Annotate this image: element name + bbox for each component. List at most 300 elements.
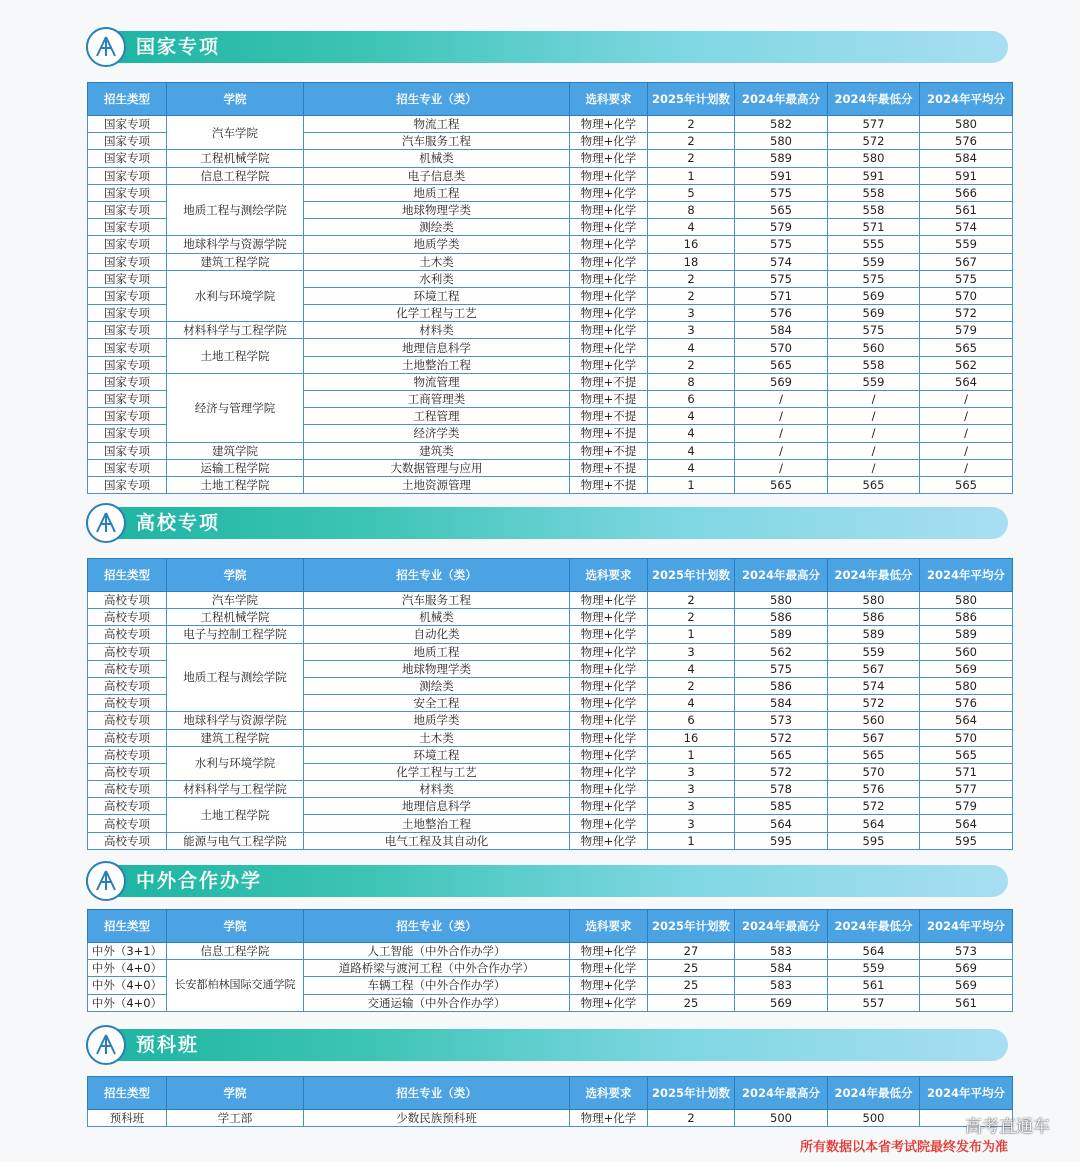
cell-major: 机械类 <box>304 609 570 626</box>
cell-plan: 2 <box>648 677 735 694</box>
cell-min: 559 <box>828 253 920 270</box>
cell-major: 电子信息类 <box>304 167 570 184</box>
cell-type: 高校专项 <box>88 626 167 643</box>
cell-plan: 2 <box>648 609 735 626</box>
cell-min: 569 <box>828 287 920 304</box>
cell-subject: 物理+化学 <box>570 184 648 201</box>
cell-college: 建筑工程学院 <box>167 253 304 270</box>
cell-avg: 570 <box>920 287 1013 304</box>
cell-max: 576 <box>735 305 828 322</box>
header-min: 2024年最低分 <box>828 559 920 592</box>
university-logo-icon <box>86 503 126 543</box>
cell-avg: / <box>920 442 1013 459</box>
cell-college: 信息工程学院 <box>167 943 304 960</box>
table-row <box>88 459 1013 476</box>
cell-major: 地质工程 <box>304 643 570 660</box>
table-row <box>88 184 1013 201</box>
cell-subject: 物理+化学 <box>570 150 648 167</box>
cell-min: 576 <box>828 781 920 798</box>
cell-plan: 27 <box>648 943 735 960</box>
cell-min: / <box>828 459 920 476</box>
header-type: 招生类型 <box>88 1077 167 1110</box>
cell-subject: 物理+化学 <box>570 253 648 270</box>
table-row <box>88 592 1013 609</box>
table-row <box>88 442 1013 459</box>
cell-plan: 3 <box>648 763 735 780</box>
cell-plan: 4 <box>648 459 735 476</box>
cell-avg: 580 <box>920 116 1013 133</box>
cell-college: 土地工程学院 <box>167 476 304 493</box>
cell-min: 580 <box>828 592 920 609</box>
cell-min: 558 <box>828 184 920 201</box>
cell-min: 559 <box>828 960 920 977</box>
cell-major: 工商管理类 <box>304 391 570 408</box>
cell-type: 国家专项 <box>88 425 167 442</box>
cell-avg: 574 <box>920 219 1013 236</box>
table-row <box>88 476 1013 493</box>
watermark-text: 高考直通车 <box>965 1117 1050 1137</box>
cell-plan: 1 <box>648 832 735 849</box>
cell-avg: 572 <box>920 305 1013 322</box>
header-type: 招生类型 <box>88 83 167 116</box>
cell-avg: / <box>920 391 1013 408</box>
cell-min: 557 <box>828 994 920 1011</box>
cell-type: 高校专项 <box>88 763 167 780</box>
cell-college: 信息工程学院 <box>167 167 304 184</box>
cell-avg: 559 <box>920 236 1013 253</box>
cell-major: 测绘类 <box>304 677 570 694</box>
cell-plan: 2 <box>648 287 735 304</box>
cell-max: 584 <box>735 960 828 977</box>
cell-min: 558 <box>828 201 920 218</box>
cell-type: 国家专项 <box>88 459 167 476</box>
table-preparatory <box>87 1076 1013 1127</box>
cell-avg: 564 <box>920 815 1013 832</box>
cell-plan: 25 <box>648 960 735 977</box>
cell-avg: 595 <box>920 832 1013 849</box>
section-bar-college <box>86 507 1008 539</box>
cell-type: 国家专项 <box>88 219 167 236</box>
cell-min: 572 <box>828 133 920 150</box>
cell-avg: 575 <box>920 270 1013 287</box>
cell-plan: 16 <box>648 236 735 253</box>
cell-college: 汽车学院 <box>167 592 304 609</box>
cell-type: 高校专项 <box>88 781 167 798</box>
cell-college: 水利与环境学院 <box>167 270 304 322</box>
cell-max: / <box>735 391 828 408</box>
cell-major: 环境工程 <box>304 746 570 763</box>
cell-plan: 2 <box>648 270 735 287</box>
cell-subject: 物理+不提 <box>570 373 648 390</box>
cell-max: 500 <box>735 1110 828 1127</box>
cell-max: 574 <box>735 253 828 270</box>
cell-type: 国家专项 <box>88 133 167 150</box>
cell-max: / <box>735 442 828 459</box>
cell-college: 地质工程与测绘学院 <box>167 184 304 236</box>
cell-college: 建筑工程学院 <box>167 729 304 746</box>
header-max: 2024年最高分 <box>735 1077 828 1110</box>
cell-subject: 物理+不提 <box>570 459 648 476</box>
cell-type: 国家专项 <box>88 253 167 270</box>
cell-major: 交通运输（中外合作办学） <box>304 994 570 1011</box>
cell-type: 高校专项 <box>88 832 167 849</box>
cell-avg: 565 <box>920 476 1013 493</box>
table-row <box>88 322 1013 339</box>
cell-subject: 物理+化学 <box>570 322 648 339</box>
cell-avg: / <box>920 425 1013 442</box>
cell-major: 地质学类 <box>304 236 570 253</box>
cell-max: 565 <box>735 201 828 218</box>
cell-plan: 4 <box>648 442 735 459</box>
cell-subject: 物理+化学 <box>570 356 648 373</box>
cell-college: 长安都柏林国际交通学院 <box>167 960 304 1012</box>
cell-subject: 物理+化学 <box>570 763 648 780</box>
footnote: 所有数据以本省考试院最终发布为准 <box>799 1140 1008 1155</box>
cell-type: 中外（4+0） <box>88 994 167 1011</box>
cell-plan: 2 <box>648 356 735 373</box>
header-plan: 2025年计划数 <box>648 83 735 116</box>
cell-min: 572 <box>828 695 920 712</box>
cell-avg: / <box>920 459 1013 476</box>
cell-avg: 565 <box>920 746 1013 763</box>
cell-plan: 18 <box>648 253 735 270</box>
cell-subject: 物理+化学 <box>570 339 648 356</box>
cell-plan: 3 <box>648 815 735 832</box>
cell-min: 567 <box>828 729 920 746</box>
section-title: 国家专项 <box>136 36 221 58</box>
cell-plan: 1 <box>648 746 735 763</box>
table-row <box>88 270 1013 287</box>
cell-subject: 物理+化学 <box>570 712 648 729</box>
cell-avg: 569 <box>920 960 1013 977</box>
cell-plan: 3 <box>648 643 735 660</box>
header-avg: 2024年平均分 <box>920 83 1013 116</box>
cell-min: 586 <box>828 609 920 626</box>
cell-avg: 573 <box>920 943 1013 960</box>
table-row <box>88 781 1013 798</box>
table-college <box>87 558 1013 850</box>
header-plan: 2025年计划数 <box>648 1077 735 1110</box>
cell-max: 586 <box>735 609 828 626</box>
cell-max: 591 <box>735 167 828 184</box>
cell-type: 国家专项 <box>88 339 167 356</box>
cell-min: 574 <box>828 677 920 694</box>
cell-min: / <box>828 391 920 408</box>
header-type: 招生类型 <box>88 559 167 592</box>
cell-type: 高校专项 <box>88 746 167 763</box>
cell-avg: 571 <box>920 763 1013 780</box>
cell-college: 材料科学与工程学院 <box>167 322 304 339</box>
cell-plan: 3 <box>648 798 735 815</box>
cell-max: 580 <box>735 133 828 150</box>
university-logo-icon <box>86 1025 126 1065</box>
cell-max: 583 <box>735 943 828 960</box>
section-title: 预科班 <box>136 1034 200 1056</box>
cell-min: 558 <box>828 356 920 373</box>
cell-max: 589 <box>735 150 828 167</box>
cell-subject: 物理+化学 <box>570 626 648 643</box>
cell-major: 地质工程 <box>304 184 570 201</box>
cell-min: / <box>828 408 920 425</box>
cell-max: 570 <box>735 339 828 356</box>
cell-type: 国家专项 <box>88 442 167 459</box>
header-college: 学院 <box>167 83 304 116</box>
cell-avg: 566 <box>920 184 1013 201</box>
cell-major: 土地资源管理 <box>304 476 570 493</box>
header-subject: 选科要求 <box>570 83 648 116</box>
cell-min: 565 <box>828 746 920 763</box>
cell-max: 562 <box>735 643 828 660</box>
header-max: 2024年最高分 <box>735 83 828 116</box>
cell-subject: 物理+化学 <box>570 729 648 746</box>
cell-plan: 4 <box>648 408 735 425</box>
cell-type: 国家专项 <box>88 184 167 201</box>
header-major: 招生专业（类） <box>304 910 570 943</box>
header-college: 学院 <box>167 1077 304 1110</box>
cell-major: 大数据管理与应用 <box>304 459 570 476</box>
header-max: 2024年最高分 <box>735 910 828 943</box>
cell-subject: 物理+化学 <box>570 994 648 1011</box>
cell-major: 安全工程 <box>304 695 570 712</box>
cell-major: 汽车服务工程 <box>304 133 570 150</box>
cell-max: 575 <box>735 660 828 677</box>
cell-type: 预科班 <box>88 1110 167 1127</box>
table-row <box>88 236 1013 253</box>
cell-avg: 560 <box>920 643 1013 660</box>
cell-type: 国家专项 <box>88 391 167 408</box>
cell-subject: 物理+化学 <box>570 592 648 609</box>
cell-max: 572 <box>735 763 828 780</box>
cell-plan: 1 <box>648 167 735 184</box>
cell-avg: 565 <box>920 339 1013 356</box>
section-title: 中外合作办学 <box>136 870 263 892</box>
cell-major: 土地整治工程 <box>304 815 570 832</box>
cell-avg: 576 <box>920 695 1013 712</box>
table-row <box>88 712 1013 729</box>
cell-avg: 564 <box>920 373 1013 390</box>
cell-plan: 4 <box>648 339 735 356</box>
cell-college: 工程机械学院 <box>167 609 304 626</box>
header-max: 2024年最高分 <box>735 559 828 592</box>
cell-max: 584 <box>735 322 828 339</box>
cell-max: 578 <box>735 781 828 798</box>
cell-college: 工程机械学院 <box>167 150 304 167</box>
cell-plan: 4 <box>648 660 735 677</box>
table-row <box>88 1110 1013 1127</box>
cell-type: 高校专项 <box>88 815 167 832</box>
header-min: 2024年最低分 <box>828 83 920 116</box>
cell-type: 高校专项 <box>88 592 167 609</box>
cell-min: 555 <box>828 236 920 253</box>
cell-min: 560 <box>828 339 920 356</box>
cell-max: 569 <box>735 994 828 1011</box>
cell-college: 建筑学院 <box>167 442 304 459</box>
header-major: 招生专业（类） <box>304 559 570 592</box>
cell-type: 国家专项 <box>88 322 167 339</box>
cell-max: 589 <box>735 626 828 643</box>
cell-avg: 567 <box>920 253 1013 270</box>
cell-major: 车辆工程（中外合作办学） <box>304 977 570 994</box>
section-bar-preparatory <box>86 1029 1008 1061</box>
cell-major: 自动化类 <box>304 626 570 643</box>
table-row <box>88 150 1013 167</box>
table-row <box>88 116 1013 133</box>
cell-subject: 物理+化学 <box>570 781 648 798</box>
cell-plan: 25 <box>648 977 735 994</box>
cell-min: 575 <box>828 270 920 287</box>
cell-max: 582 <box>735 116 828 133</box>
cell-type: 国家专项 <box>88 116 167 133</box>
cell-type: 国家专项 <box>88 476 167 493</box>
cell-max: / <box>735 459 828 476</box>
table-row <box>88 626 1013 643</box>
cell-subject: 物理+化学 <box>570 305 648 322</box>
cell-college: 材料科学与工程学院 <box>167 781 304 798</box>
cell-major: 道路桥梁与渡河工程（中外合作办学） <box>304 960 570 977</box>
cell-min: 589 <box>828 626 920 643</box>
cell-major: 化学工程与工艺 <box>304 305 570 322</box>
cell-plan: 4 <box>648 425 735 442</box>
cell-plan: 3 <box>648 322 735 339</box>
cell-college: 水利与环境学院 <box>167 746 304 780</box>
cell-type: 中外（4+0） <box>88 977 167 994</box>
cell-major: 机械类 <box>304 150 570 167</box>
cell-plan: 4 <box>648 219 735 236</box>
cell-subject: 物理+化学 <box>570 943 648 960</box>
header-subject: 选科要求 <box>570 1077 648 1110</box>
cell-plan: 2 <box>648 1110 735 1127</box>
cell-major: 物流工程 <box>304 116 570 133</box>
cell-subject: 物理+化学 <box>570 746 648 763</box>
cell-min: 559 <box>828 373 920 390</box>
cell-min: 560 <box>828 712 920 729</box>
cell-major: 水利类 <box>304 270 570 287</box>
cell-avg: 589 <box>920 626 1013 643</box>
cell-plan: 6 <box>648 391 735 408</box>
cell-major: 土木类 <box>304 729 570 746</box>
cell-max: 569 <box>735 373 828 390</box>
cell-plan: 2 <box>648 150 735 167</box>
cell-max: 580 <box>735 592 828 609</box>
cell-max: 573 <box>735 712 828 729</box>
cell-major: 物流管理 <box>304 373 570 390</box>
cell-major: 建筑类 <box>304 442 570 459</box>
cell-type: 国家专项 <box>88 236 167 253</box>
cell-subject: 物理+化学 <box>570 695 648 712</box>
cell-major: 材料类 <box>304 781 570 798</box>
header-major: 招生专业（类） <box>304 83 570 116</box>
cell-subject: 物理+化学 <box>570 832 648 849</box>
cell-max: 575 <box>735 184 828 201</box>
cell-subject: 物理+不提 <box>570 425 648 442</box>
cell-avg: 564 <box>920 712 1013 729</box>
cell-subject: 物理+化学 <box>570 798 648 815</box>
cell-college: 学工部 <box>167 1110 304 1127</box>
cell-type: 国家专项 <box>88 287 167 304</box>
cell-major: 土木类 <box>304 253 570 270</box>
table-row <box>88 609 1013 626</box>
cell-college: 地质工程与测绘学院 <box>167 643 304 712</box>
cell-subject: 物理+化学 <box>570 287 648 304</box>
cell-college: 汽车学院 <box>167 116 304 150</box>
cell-avg: 577 <box>920 781 1013 798</box>
cell-max: 565 <box>735 746 828 763</box>
cell-plan: 25 <box>648 994 735 1011</box>
cell-subject: 物理+化学 <box>570 236 648 253</box>
cell-avg: 580 <box>920 592 1013 609</box>
cell-max: 565 <box>735 356 828 373</box>
header-min: 2024年最低分 <box>828 910 920 943</box>
cell-subject: 物理+化学 <box>570 1110 648 1127</box>
cell-subject: 物理+化学 <box>570 815 648 832</box>
cell-subject: 物理+不提 <box>570 476 648 493</box>
cell-min: 564 <box>828 943 920 960</box>
cell-min: 577 <box>828 116 920 133</box>
cell-major: 化学工程与工艺 <box>304 763 570 780</box>
cell-avg: 579 <box>920 798 1013 815</box>
cell-subject: 物理+化学 <box>570 960 648 977</box>
cell-min: 580 <box>828 150 920 167</box>
cell-avg: 580 <box>920 677 1013 694</box>
header-min: 2024年最低分 <box>828 1077 920 1110</box>
cell-major: 少数民族预科班 <box>304 1110 570 1127</box>
table-row <box>88 960 1013 977</box>
cell-type: 高校专项 <box>88 712 167 729</box>
cell-plan: 6 <box>648 712 735 729</box>
cell-subject: 物理+化学 <box>570 643 648 660</box>
cell-min: 591 <box>828 167 920 184</box>
cell-plan: 4 <box>648 695 735 712</box>
table-row <box>88 746 1013 763</box>
cell-avg: 561 <box>920 201 1013 218</box>
cell-avg: 576 <box>920 133 1013 150</box>
cell-major: 人工智能（中外合作办学） <box>304 943 570 960</box>
cell-college: 地球科学与资源学院 <box>167 712 304 729</box>
table-national <box>87 82 1013 494</box>
cell-college: 土地工程学院 <box>167 339 304 373</box>
cell-max: 575 <box>735 270 828 287</box>
cell-college: 能源与电气工程学院 <box>167 832 304 849</box>
cell-max: 575 <box>735 236 828 253</box>
cell-subject: 物理+化学 <box>570 609 648 626</box>
cell-min: 559 <box>828 643 920 660</box>
header-major: 招生专业（类） <box>304 1077 570 1110</box>
cell-avg: / <box>920 408 1013 425</box>
section-bar-national <box>86 31 1008 63</box>
cell-subject: 物理+化学 <box>570 167 648 184</box>
cell-type: 国家专项 <box>88 270 167 287</box>
cell-major: 地理信息科学 <box>304 798 570 815</box>
table-row <box>88 373 1013 390</box>
cell-max: 584 <box>735 695 828 712</box>
cell-plan: 3 <box>648 781 735 798</box>
cell-college: 经济与管理学院 <box>167 373 304 442</box>
cell-subject: 物理+化学 <box>570 219 648 236</box>
cell-max: 564 <box>735 815 828 832</box>
header-college: 学院 <box>167 910 304 943</box>
cell-min: 571 <box>828 219 920 236</box>
cell-min: 595 <box>828 832 920 849</box>
cell-subject: 物理+化学 <box>570 201 648 218</box>
cell-type: 高校专项 <box>88 729 167 746</box>
table-row <box>88 339 1013 356</box>
cell-avg: 569 <box>920 977 1013 994</box>
table-row <box>88 943 1013 960</box>
cell-min: 564 <box>828 815 920 832</box>
table-row <box>88 253 1013 270</box>
cell-min: 572 <box>828 798 920 815</box>
cell-subject: 物理+不提 <box>570 408 648 425</box>
